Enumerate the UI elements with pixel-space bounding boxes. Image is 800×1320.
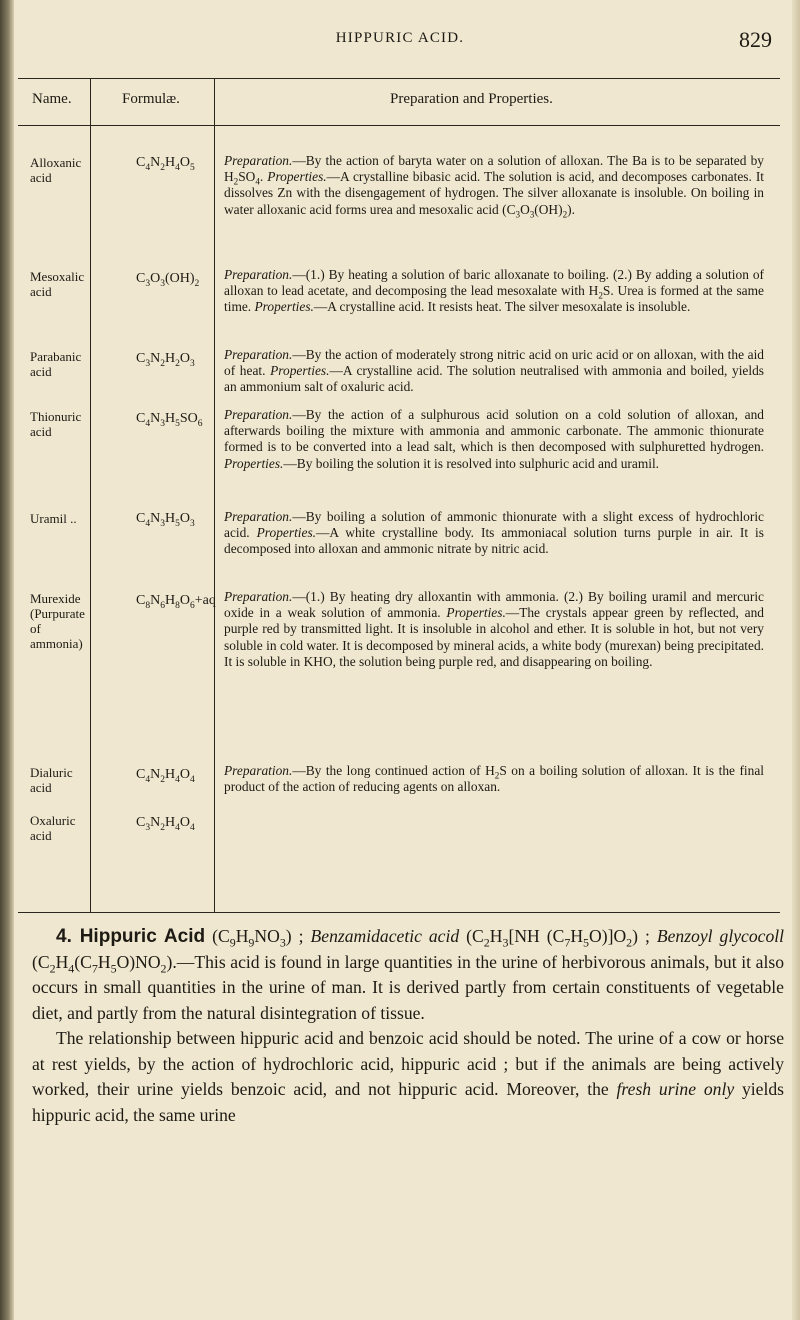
compound-name: Parabanic acid: [30, 349, 82, 379]
compound-description: Preparation.—By the action of a sulphurous acid solution on a cold solution of alloxan, and afterwards boiling the mixture with ammonia and ammonic carbonate. The ammonic thionurate formed is to be converted into a lead salt, which is then decomposed with sulphuretted hydrogen. Properties.—By boiling the solution it is resolved into sulphuric acid and uramil.: [224, 407, 764, 471]
compound-name: Mesoxalic acid: [30, 269, 85, 299]
compound-name: Alloxanic acid: [30, 155, 82, 185]
page-number: 829: [739, 27, 772, 52]
column-header-preparation: Preparation and Properties.: [390, 91, 553, 107]
compound-formula: $C_4N_3H_5SO_6$: [136, 411, 203, 429]
compound-formula: $C_3O_3(OH)_2$: [136, 271, 200, 289]
book-spine-edge: [0, 0, 14, 1320]
section-text: [32, 924, 784, 1128]
column-header-formulae: Formulæ.: [122, 91, 180, 107]
compound-description: Preparation.—(1.) By heating a solution of baric alloxanate to boiling. (2.) By adding a solution of alloxan to lead acetate, and decomposing the lead mesoxalate with $H_2S$. Urea is formed at the same time. Properties.—A crystalline acid. It resists heat. The silver mesoxalate is insoluble.: [224, 267, 764, 315]
compound-description: Preparation.—By boiling a solution of ammonic thionurate with a slight excess of hydrochloric acid. Properties.—A white crystalline body. Its ammoniacal solution turns purple in air. It is decomposed into alloxan and ammonic nitrate by nitric acid.: [224, 509, 764, 557]
compound-name: Thionuric acid: [30, 409, 82, 439]
compound-name: Uramil ..: [30, 511, 77, 526]
column-divider: [90, 79, 91, 913]
header-rule: [18, 125, 780, 126]
compound-formula: $C_4N_3H_5O_3$: [136, 511, 195, 529]
compound-description: Preparation.—(1.) By heating dry alloxantin with ammonia. (2.) By boiling uramil and mercuric oxide in a weak solution of ammonia. Properties.—The crystals appear green by reflected, and purple red by transmitted light. It is insoluble in alcohol and ether. It is soluble in hot, but not very soluble in cold water. It is decomposed by mineral acids, a white body (murexan) being precipitated. It is soluble in KHO, the solution being purple red, and disappearing on boiling.: [224, 589, 764, 669]
compound-formula: $C_4N_2H_4O_4$: [136, 767, 195, 785]
compound-name: Dialuric acid: [30, 765, 73, 795]
compound-formula: $C_3N_2H_4O_4$: [136, 815, 195, 833]
paragraph-hippuric-acid: 4. Hippuric Acid $(C_9H_9NO_3)$ ; Benzamidacetic acid ($C_2H_3[NH$ $(C_7H_5O)]O_2$) ; Benzoyl glycocoll $(C_2H_4(C_7H_5O)NO_2).—This$ acid is found in large quantities in the urine of herbivorous animals, but it also occurs in small quantities in the urine of man. It is derived partly from certain constituents of vegetable diet, and partly from the natural disintegration of tissue.: [32, 926, 785, 1023]
running-title: HIPPURIC ACID.: [335, 30, 465, 46]
page-edge: [792, 0, 800, 1320]
compound-formula: $C_8N_6H_8O_6+aq$: [136, 593, 216, 611]
compound-description: Preparation.—By the action of moderately strong nitric acid on uric acid or on alloxan, with the aid of heat. Properties.—A crystalline acid. The solution neutralised with ammonia and boiled, yields an ammonium salt of oxaluric acid.: [224, 347, 764, 395]
compound-formula: $C_4N_2H_4O_5$: [136, 155, 195, 173]
column-header-name: Name.: [32, 91, 72, 107]
compound-description: Preparation.—By the action of baryta water on a solution of alloxan. The Ba is to be separated by $H_2SO_4$. Properties.—A crystalline bibasic acid. The solution is acid, and decomposes carbonates. It dissolves Zn with the disengagement of hydrogen. The silver alloxanate is insoluble. On boiling in water alloxanic acid forms urea and mesoxalic acid $(C_3O_3(OH)_2)$.: [224, 153, 765, 220]
compound-name: Oxaluric acid: [30, 813, 76, 843]
compound-description: Preparation.—By the long continued action of $H_2S$ on a boiling solution of alloxan. It is the final product of the action of reducing agents on alloxan.: [224, 763, 764, 795]
table-bottom-rule: [18, 912, 780, 913]
page-header: [0, 27, 800, 58]
compound-name: Murexide (Purpurate of ammonia): [30, 591, 85, 651]
compounds-table: [18, 78, 780, 913]
compound-formula: $C_3N_2H_2O_3$: [136, 351, 195, 369]
column-divider: [214, 79, 215, 913]
paragraph-relationship: The relationship between hippuric acid and benzoic acid should be noted. The urine of a cow or horse at rest yields, by the action of hydrochloric acid, hippuric acid ; but if the animals are being actively worked, their urine yields benzoic acid, and not hippuric acid. Moreover, the fresh urine only yields hippuric acid, the same urine: [32, 1028, 784, 1125]
